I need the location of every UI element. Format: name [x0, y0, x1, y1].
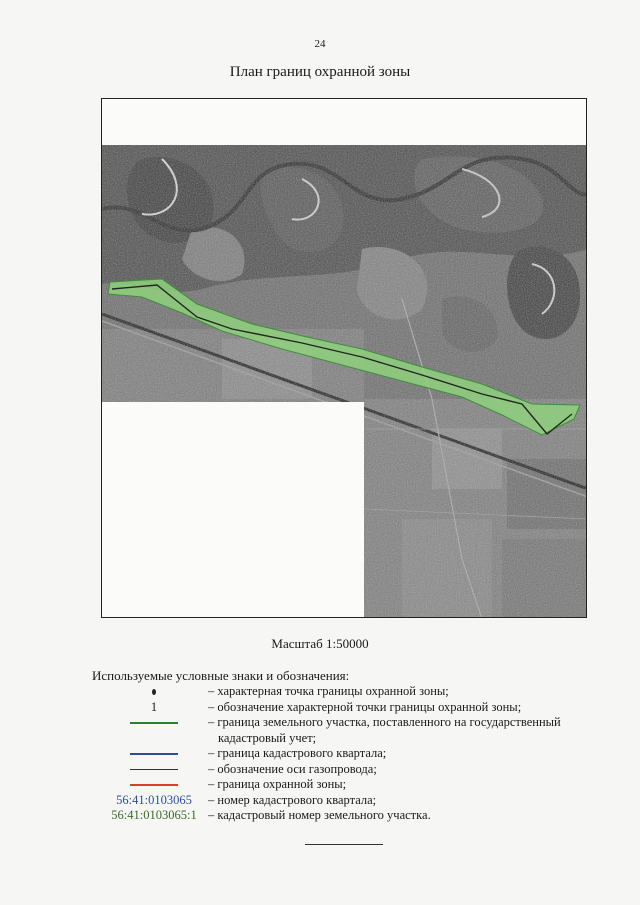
- map-scale: Масштаб 1:50000: [271, 636, 369, 651]
- page-number: 24: [314, 38, 326, 50]
- page-title: План границ охранной зоны: [229, 64, 411, 80]
- aerial-photo: [102, 145, 587, 618]
- legend-label: 1: [150, 699, 158, 714]
- legend-desc: – характерная точка границы охранной зоны;: [208, 684, 449, 698]
- black-line-icon: [130, 769, 178, 770]
- legend-item: [100, 808, 600, 824]
- legend-item: [100, 793, 600, 809]
- green-line-icon: [130, 722, 178, 724]
- legend-item: [100, 762, 600, 778]
- legend-item: [100, 715, 600, 746]
- legend-item: [100, 777, 600, 793]
- point-marker-icon: [152, 689, 156, 695]
- legend-desc: – обозначение оси газопровода;: [208, 761, 377, 776]
- legend-heading: Используемые условные знаки и обозначения:: [92, 668, 350, 683]
- legend-item: [100, 700, 600, 716]
- quarter-number-label: 56:41:0103065: [116, 792, 192, 807]
- legend-item: [100, 684, 600, 700]
- legend-desc: – граница земельного участка, поставленного на государственный: [208, 715, 561, 729]
- legend-desc: – граница охранной зоны;: [208, 777, 347, 791]
- legend: [100, 684, 600, 824]
- aerial-map: [102, 99, 587, 618]
- legend-desc: – кадастровый номер земельного участка.: [208, 808, 431, 822]
- blue-line-icon: [130, 753, 178, 755]
- legend-desc: – номер кадастрового квартала;: [208, 792, 377, 807]
- red-line-icon: [130, 784, 178, 786]
- map-frame: [101, 98, 587, 618]
- end-rule: [305, 844, 383, 845]
- legend-desc: – обозначение характерной точки границы охранной зоны;: [208, 699, 522, 714]
- legend-desc-continued: кадастровый учет;: [218, 730, 317, 745]
- legend-item: [100, 746, 600, 762]
- legend-desc: – граница кадастрового квартала;: [208, 746, 387, 760]
- parcel-number-label: 56:41:0103065:1: [111, 808, 197, 822]
